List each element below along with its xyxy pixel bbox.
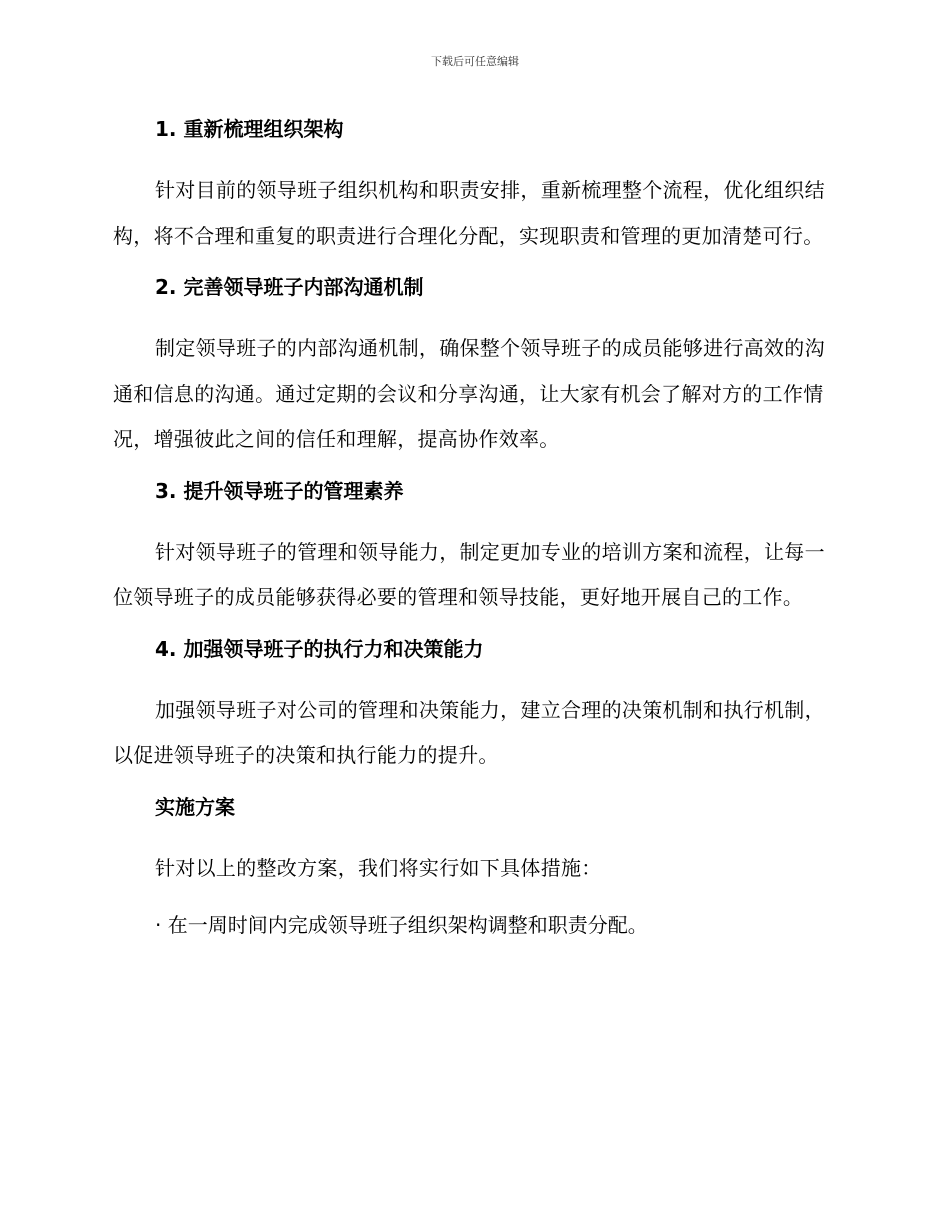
section-paragraph-3: 针对领导班子的管理和领导能力，制定更加专业的培训方案和流程，让每一位领导班子的成员能够获得必要的管理和领导技能，更好地开展自己的工作。 — [113, 539, 825, 609]
section-paragraph-1: 针对目前的领导班子组织机构和职责安排，重新梳理整个流程，优化组织结构，将不合理和重复的职责进行合理化分配，实现职责和管理的更加清楚可行。 — [113, 178, 825, 248]
section-paragraph-2: 制定领导班子的内部沟通机制，确保整个领导班子的成员能够进行高效的沟通和信息的沟通。通过定期的会议和分享沟通，让大家有机会了解对方的工作情况，增强彼此之间的信任和理解，提高协作效率。 — [113, 336, 825, 451]
document-body — [113, 113, 831, 949]
section-heading-2: 2. 完善领导班子内部沟通机制 — [155, 275, 424, 299]
section-heading-1: 1. 重新梳理组织架构 — [155, 117, 344, 141]
section-heading-4: 4. 加强领导班子的执行力和决策能力 — [155, 636, 484, 661]
section-paragraph-4: 加强领导班子对公司的管理和决策能力，建立合理的决策机制和执行机制，以促进领导班子的决策和执行能力的提升。 — [113, 697, 825, 767]
page-header: 下载后可任意编辑 — [431, 55, 519, 68]
section-heading-implementation: 实施方案 — [155, 794, 235, 819]
section-paragraph-implementation: 针对以上的整改方案，我们将实行如下具体措施： — [155, 855, 602, 880]
bullet-item: · 在一周时间内完成领导班子组织架构调整和职责分配。 — [155, 913, 648, 937]
section-heading-3: 3. 提升领导班子的管理素养 — [155, 478, 404, 503]
